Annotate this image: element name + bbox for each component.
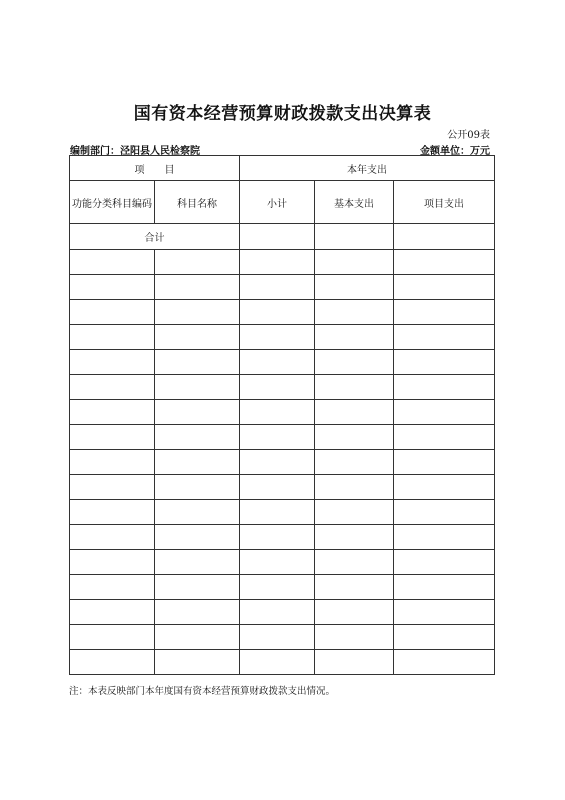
table-cell (394, 525, 495, 550)
table-cell (70, 500, 155, 525)
table-cell (315, 250, 394, 275)
table-cell (315, 300, 394, 325)
table-cell (155, 375, 240, 400)
table-cell (394, 600, 495, 625)
table-cell (394, 350, 495, 375)
header-current-year: 本年支出 (240, 156, 495, 181)
table-cell (394, 400, 495, 425)
table-cell (240, 650, 315, 675)
header-row-2 (70, 181, 495, 224)
table-cell (240, 500, 315, 525)
table-row (70, 375, 495, 400)
total-label: 合计 (70, 224, 240, 250)
table-cell (315, 475, 394, 500)
table-cell (394, 425, 495, 450)
table-cell (394, 575, 495, 600)
table-cell (155, 450, 240, 475)
table-cell (240, 550, 315, 575)
header-basic: 基本支出 (315, 181, 394, 224)
table-cell (155, 475, 240, 500)
table-cell (70, 300, 155, 325)
total-subtotal (240, 224, 315, 250)
total-basic (315, 224, 394, 250)
table-row (70, 350, 495, 375)
table-cell (155, 425, 240, 450)
table-cell (240, 450, 315, 475)
table-row (70, 425, 495, 450)
table-cell (70, 475, 155, 500)
table-cell (70, 350, 155, 375)
table-cell (70, 525, 155, 550)
table-cell (155, 500, 240, 525)
header-subtotal: 小计 (240, 181, 315, 224)
table-cell (70, 275, 155, 300)
header-project: 项目支出 (394, 181, 495, 224)
table-row (70, 625, 495, 650)
table-cell (240, 400, 315, 425)
table-row (70, 650, 495, 675)
table-cell (394, 300, 495, 325)
table-cell (240, 275, 315, 300)
table-cell (70, 400, 155, 425)
table-cell (394, 625, 495, 650)
table-row (70, 450, 495, 475)
table-cell (70, 325, 155, 350)
table-row (70, 525, 495, 550)
table-cell (155, 625, 240, 650)
table-row (70, 275, 495, 300)
table-row (70, 250, 495, 275)
table-cell (315, 425, 394, 450)
table-cell (394, 375, 495, 400)
page-title: 国有资本经营预算财政拨款支出决算表 (133, 104, 432, 124)
table-cell (240, 525, 315, 550)
table-row (70, 600, 495, 625)
table-cell (240, 350, 315, 375)
form-number: 公开09表 (447, 130, 490, 141)
table-cell (70, 650, 155, 675)
total-project (394, 224, 495, 250)
table-cell (240, 375, 315, 400)
table-cell (240, 600, 315, 625)
table-cell (394, 650, 495, 675)
table-row (70, 325, 495, 350)
table-body (70, 250, 495, 675)
table-cell (315, 625, 394, 650)
table-cell (240, 475, 315, 500)
table-cell (240, 625, 315, 650)
table-cell (155, 600, 240, 625)
header-item: 项 目 (70, 156, 240, 181)
table-cell (315, 400, 394, 425)
table-cell (315, 550, 394, 575)
header-code: 功能分类科目编码 (70, 181, 155, 224)
table-cell (394, 275, 495, 300)
table-cell (155, 400, 240, 425)
table-cell (155, 275, 240, 300)
table-cell (315, 325, 394, 350)
table-cell (394, 475, 495, 500)
table-cell (70, 375, 155, 400)
table-cell (315, 450, 394, 475)
table-row (70, 500, 495, 525)
table-cell (155, 325, 240, 350)
amount-unit: 金额单位：万元 (420, 146, 490, 157)
table-cell (70, 575, 155, 600)
table-cell (394, 325, 495, 350)
table-cell (315, 275, 394, 300)
table-cell (240, 325, 315, 350)
table-cell (240, 575, 315, 600)
table-cell (315, 575, 394, 600)
table-cell (155, 575, 240, 600)
table-row (70, 475, 495, 500)
footnote: 注：本表反映部门本年度国有资本经营预算财政拨款支出情况。 (69, 686, 336, 697)
table-cell (155, 300, 240, 325)
table-cell (394, 500, 495, 525)
table-cell (315, 350, 394, 375)
table-row (70, 400, 495, 425)
table-row (70, 300, 495, 325)
table-cell (240, 425, 315, 450)
table-cell (155, 550, 240, 575)
table-cell (155, 350, 240, 375)
table-cell (240, 250, 315, 275)
table-cell (315, 600, 394, 625)
table-cell (155, 525, 240, 550)
table-cell (240, 300, 315, 325)
header-row-1 (70, 156, 495, 181)
table-cell (70, 250, 155, 275)
header-name: 科目名称 (155, 181, 240, 224)
table-cell (315, 525, 394, 550)
table-cell (394, 550, 495, 575)
table-cell (394, 450, 495, 475)
table-cell (155, 650, 240, 675)
table-cell (315, 375, 394, 400)
table-cell (394, 250, 495, 275)
table-cell (155, 250, 240, 275)
table-cell (315, 500, 394, 525)
table-cell (70, 600, 155, 625)
compiling-department: 编制部门：泾阳县人民检察院 (70, 146, 200, 157)
table-cell (70, 425, 155, 450)
table-cell (70, 550, 155, 575)
expenditure-table (69, 155, 495, 675)
table-cell (70, 625, 155, 650)
table-row (70, 550, 495, 575)
table-cell (315, 650, 394, 675)
table-row (70, 575, 495, 600)
total-row (70, 224, 495, 250)
table-cell (70, 450, 155, 475)
